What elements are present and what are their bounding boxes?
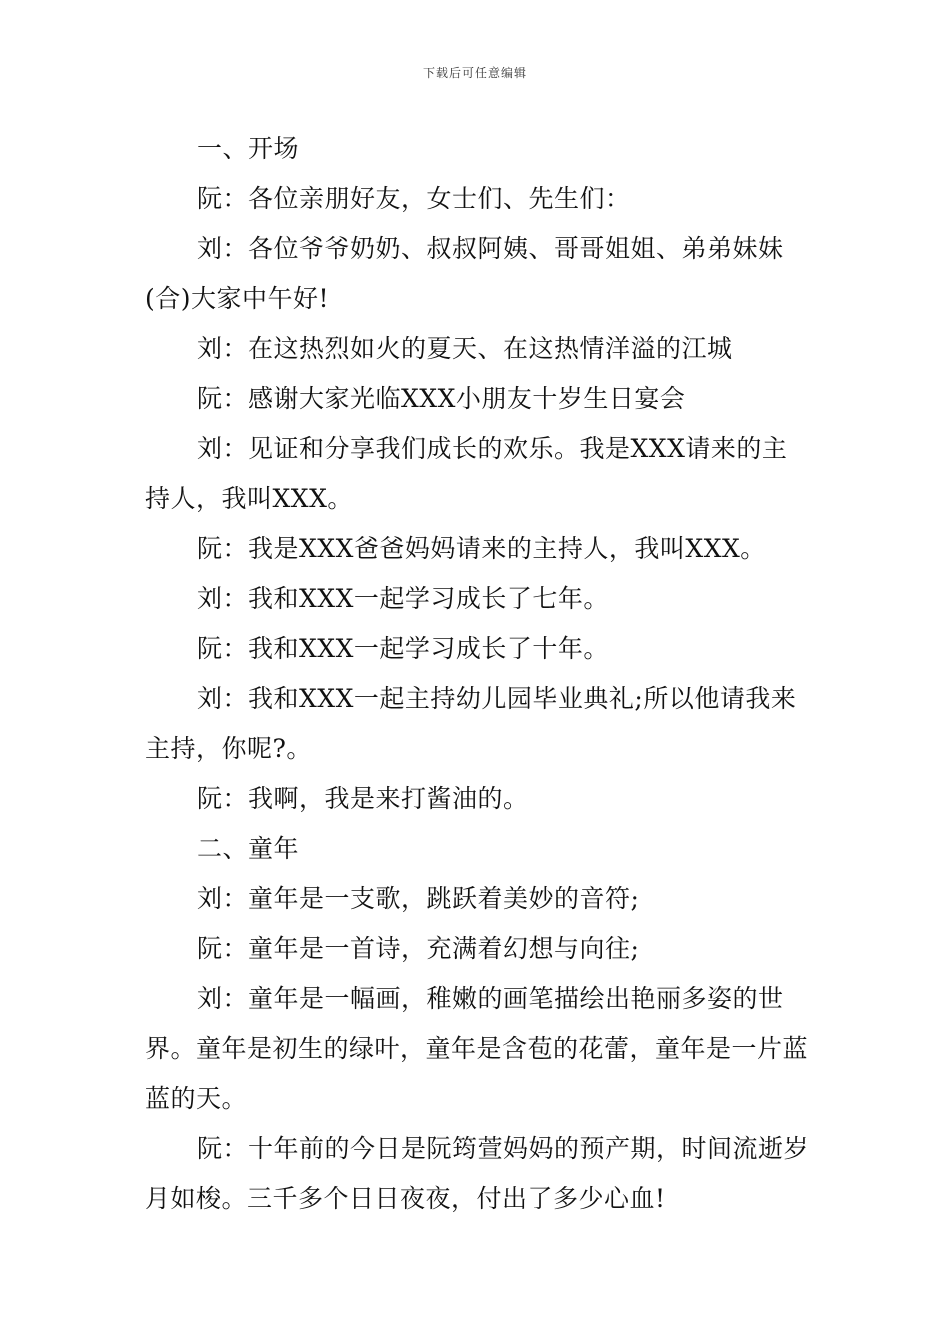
section-heading-opening: 一、开场	[197, 134, 300, 163]
document-body	[145, 124, 810, 1224]
dialogue-line: 阮：我和XXX一起学习成长了十年。	[197, 634, 609, 663]
dialogue-line: (合)大家中午好!	[145, 284, 330, 313]
dialogue-line: 阮：十年前的今日是阮筠萱妈妈的预产期，时间流逝岁月如梭。三千多个日日夜夜，付出了多少心血!	[145, 1134, 810, 1213]
dialogue-line: 阮：我是XXX爸爸妈妈请来的主持人，我叫XXX。	[197, 534, 766, 563]
dialogue-line: 刘：我和XXX一起主持幼儿园毕业典礼;所以他请我来主持，你呢?。	[145, 684, 797, 763]
dialogue-line: 阮：各位亲朋好友，女士们、先生们：	[197, 184, 631, 213]
dialogue-line: 刘：我和XXX一起学习成长了七年。	[197, 584, 609, 613]
dialogue-line: 刘：在这热烈如火的夏天、在这热情洋溢的江城	[197, 334, 733, 363]
dialogue-line: 阮：感谢大家光临XXX小朋友十岁生日宴会	[197, 384, 686, 413]
dialogue-line: 刘：童年是一支歌，跳跃着美妙的音符;	[197, 884, 640, 913]
dialogue-line: 刘：童年是一幅画，稚嫩的画笔描绘出艳丽多姿的世界。童年是初生的绿叶，童年是含苞的花蕾，童年是一片蓝蓝的天。	[145, 984, 809, 1113]
page-header: 下载后可任意编辑	[422, 66, 527, 80]
dialogue-line: 阮：我啊，我是来打酱油的。	[197, 784, 529, 813]
section-heading-childhood: 二、童年	[197, 834, 300, 863]
dialogue-line: 刘：见证和分享我们成长的欢乐。我是XXX请来的主持人，我叫XXX。	[145, 434, 788, 513]
dialogue-line: 阮：童年是一首诗，充满着幻想与向往;	[197, 934, 640, 963]
dialogue-line: 刘：各位爷爷奶奶、叔叔阿姨、哥哥姐姐、弟弟妹妹	[197, 234, 784, 263]
